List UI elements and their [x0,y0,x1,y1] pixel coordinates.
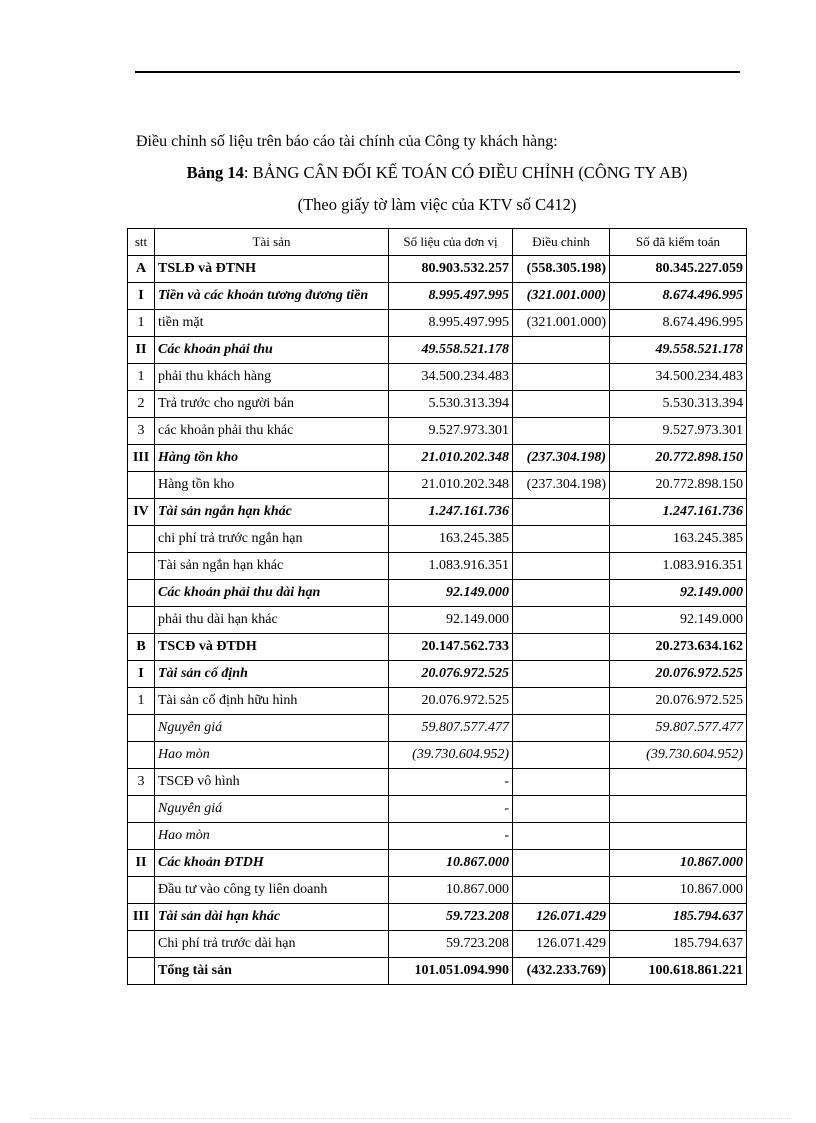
row-unit-figure: 20.076.972.525 [389,688,513,715]
row-audited-figure: 92.149.000 [610,580,747,607]
row-unit-figure: - [389,769,513,796]
row-adjustment: (321.001.000) [513,283,610,310]
row-unit-figure: 1.247.161.736 [389,499,513,526]
row-asset: Hao mòn [155,823,389,850]
row-adjustment [513,769,610,796]
row-asset: Tài sản ngắn hạn khác [155,499,389,526]
row-asset: Các khoản ĐTDH [155,850,389,877]
table-row [128,445,747,472]
table-subtitle: (Theo giấy tờ làm việc của KTV số C412) [297,195,577,214]
row-audited-figure: 163.245.385 [610,526,747,553]
row-unit-figure: 163.245.385 [389,526,513,553]
table-number: Bảng 14 [186,163,244,182]
row-stt: 3 [128,769,155,796]
row-stt [128,931,155,958]
row-audited-figure: 20.772.898.150 [610,445,747,472]
row-unit-figure: 92.149.000 [389,580,513,607]
table-row [128,418,747,445]
row-adjustment [513,418,610,445]
row-adjustment [513,850,610,877]
row-unit-figure: 59.807.577.477 [389,715,513,742]
table-row [128,499,747,526]
row-stt: 2 [128,391,155,418]
row-stt: III [128,445,155,472]
row-stt [128,553,155,580]
table-header-row [128,229,747,256]
row-asset: Nguyên giá [155,796,389,823]
row-asset: Chi phí trả trước dài hạn [155,931,389,958]
row-unit-figure: (39.730.604.952) [389,742,513,769]
row-stt: 1 [128,364,155,391]
row-asset: Tổng tài sản [155,958,389,985]
row-audited-figure: 185.794.637 [610,904,747,931]
table-title-text: : BẢNG CÂN ĐỐI KẾ TOÁN CÓ ĐIỀU CHỈNH (CÔNG TY AB) [243,163,688,182]
row-asset: phải thu khách hàng [155,364,389,391]
row-unit-figure: 59.723.208 [389,931,513,958]
row-stt: 1 [128,688,155,715]
top-rule [135,71,740,73]
row-audited-figure: 80.345.227.059 [610,256,747,283]
table-row [128,850,747,877]
row-adjustment: 126.071.429 [513,931,610,958]
row-asset: Hàng tồn kho [155,472,389,499]
row-stt [128,823,155,850]
row-adjustment: (432.233.769) [513,958,610,985]
row-asset: Tài sản ngắn hạn khác [155,553,389,580]
table-row [128,283,747,310]
row-adjustment [513,553,610,580]
row-audited-figure: 34.500.234.483 [610,364,747,391]
row-audited-figure: 20.772.898.150 [610,472,747,499]
row-adjustment [513,607,610,634]
row-unit-figure: 101.051.094.990 [389,958,513,985]
row-stt: I [128,283,155,310]
row-audited-figure: 185.794.637 [610,931,747,958]
row-unit-figure: 10.867.000 [389,877,513,904]
row-adjustment [513,742,610,769]
row-unit-figure: 92.149.000 [389,607,513,634]
row-adjustment [513,499,610,526]
row-unit-figure: 49.558.521.178 [389,337,513,364]
table-row [128,256,747,283]
row-adjustment [513,580,610,607]
table-row [128,688,747,715]
table-row [128,904,747,931]
row-unit-figure: 34.500.234.483 [389,364,513,391]
table-row [128,364,747,391]
row-asset: Tài sản dài hạn khác [155,904,389,931]
row-asset: phải thu dài hạn khác [155,607,389,634]
row-asset: Hàng tồn kho [155,445,389,472]
table-row [128,769,747,796]
row-unit-figure: - [389,823,513,850]
row-audited-figure: 1.247.161.736 [610,499,747,526]
row-adjustment [513,661,610,688]
row-audited-figure: 92.149.000 [610,607,747,634]
row-unit-figure: 21.010.202.348 [389,472,513,499]
row-asset: Trả trước cho người bán [155,391,389,418]
row-audited-figure: 49.558.521.178 [610,337,747,364]
row-adjustment [513,364,610,391]
row-asset: TSCĐ và ĐTDH [155,634,389,661]
header-unit-figures: Số liệu của đơn vị [389,229,513,256]
row-asset: các khoản phải thu khác [155,418,389,445]
row-unit-figure: 20.076.972.525 [389,661,513,688]
balance-sheet-table [127,228,747,985]
table-row [128,553,747,580]
row-unit-figure: 5.530.313.394 [389,391,513,418]
table-title [0,163,816,183]
row-unit-figure: 1.083.916.351 [389,553,513,580]
row-audited-figure: 8.674.496.995 [610,283,747,310]
row-unit-figure: 80.903.532.257 [389,256,513,283]
row-stt: I [128,661,155,688]
row-audited-figure: 1.083.916.351 [610,553,747,580]
header-audited: Số đã kiểm toán [610,229,747,256]
row-adjustment [513,337,610,364]
row-audited-figure: 59.807.577.477 [610,715,747,742]
row-stt [128,742,155,769]
row-audited-figure: 5.530.313.394 [610,391,747,418]
row-unit-figure: 8.995.497.995 [389,310,513,337]
row-unit-figure: 21.010.202.348 [389,445,513,472]
row-adjustment [513,877,610,904]
row-asset: Tài sản cố định [155,661,389,688]
table-row [128,391,747,418]
table-row [128,472,747,499]
table-row [128,796,747,823]
row-asset: Tài sản cố định hữu hình [155,688,389,715]
row-asset: Nguyên giá [155,715,389,742]
row-stt [128,796,155,823]
row-stt [128,715,155,742]
row-unit-figure: 8.995.497.995 [389,283,513,310]
row-asset: Các khoản phải thu dài hạn [155,580,389,607]
row-stt [128,958,155,985]
table-row [128,958,747,985]
row-asset: TSCĐ vô hình [155,769,389,796]
row-unit-figure: 20.147.562.733 [389,634,513,661]
row-stt [128,877,155,904]
header-asset: Tài sản [155,229,389,256]
row-adjustment [513,526,610,553]
row-stt [128,607,155,634]
row-stt: 3 [128,418,155,445]
row-audited-figure: 20.273.634.162 [610,634,747,661]
row-audited-figure [610,796,747,823]
row-audited-figure: 20.076.972.525 [610,688,747,715]
row-unit-figure: - [389,796,513,823]
header-adjustment: Điều chỉnh [513,229,610,256]
table-row [128,634,747,661]
row-stt: B [128,634,155,661]
row-adjustment: (558.305.198) [513,256,610,283]
row-stt [128,580,155,607]
table-row [128,526,747,553]
row-asset: Hao mòn [155,742,389,769]
row-stt: III [128,904,155,931]
row-asset: Đầu tư vào công ty liên doanh [155,877,389,904]
row-asset: chi phí trả trước ngắn hạn [155,526,389,553]
table-row [128,607,747,634]
row-adjustment [513,634,610,661]
header-stt: stt [128,229,155,256]
row-unit-figure: 9.527.973.301 [389,418,513,445]
row-asset: Các khoản phải thu [155,337,389,364]
row-audited-figure: 10.867.000 [610,850,747,877]
table-row [128,715,747,742]
table-row [128,931,747,958]
intro-text: Điều chỉnh số liệu trên báo cáo tài chính của Công ty khách hàng: [136,133,558,150]
table-row [128,580,747,607]
row-adjustment [513,715,610,742]
table-row [128,337,747,364]
row-stt [128,472,155,499]
row-stt: IV [128,499,155,526]
table-row [128,742,747,769]
row-stt: II [128,337,155,364]
row-adjustment: (237.304.198) [513,445,610,472]
row-stt [128,526,155,553]
row-audited-figure: (39.730.604.952) [610,742,747,769]
row-stt: A [128,256,155,283]
row-audited-figure: 9.527.973.301 [610,418,747,445]
row-adjustment [513,823,610,850]
table-row [128,310,747,337]
row-adjustment: (321.001.000) [513,310,610,337]
row-asset: tiền mặt [155,310,389,337]
row-adjustment [513,391,610,418]
row-adjustment [513,688,610,715]
row-stt: 1 [128,310,155,337]
row-adjustment: (237.304.198) [513,472,610,499]
table-row [128,877,747,904]
row-asset: TSLĐ và ĐTNH [155,256,389,283]
table-row [128,661,747,688]
row-adjustment [513,796,610,823]
page-bottom-border [30,1118,790,1119]
table-row [128,823,747,850]
row-audited-figure [610,769,747,796]
row-audited-figure: 100.618.861.221 [610,958,747,985]
row-unit-figure: 10.867.000 [389,850,513,877]
row-audited-figure: 20.076.972.525 [610,661,747,688]
row-audited-figure [610,823,747,850]
row-unit-figure: 59.723.208 [389,904,513,931]
row-asset: Tiền và các khoản tương đương tiền [155,283,389,310]
row-audited-figure: 8.674.496.995 [610,310,747,337]
row-adjustment: 126.071.429 [513,904,610,931]
row-stt: II [128,850,155,877]
row-audited-figure: 10.867.000 [610,877,747,904]
